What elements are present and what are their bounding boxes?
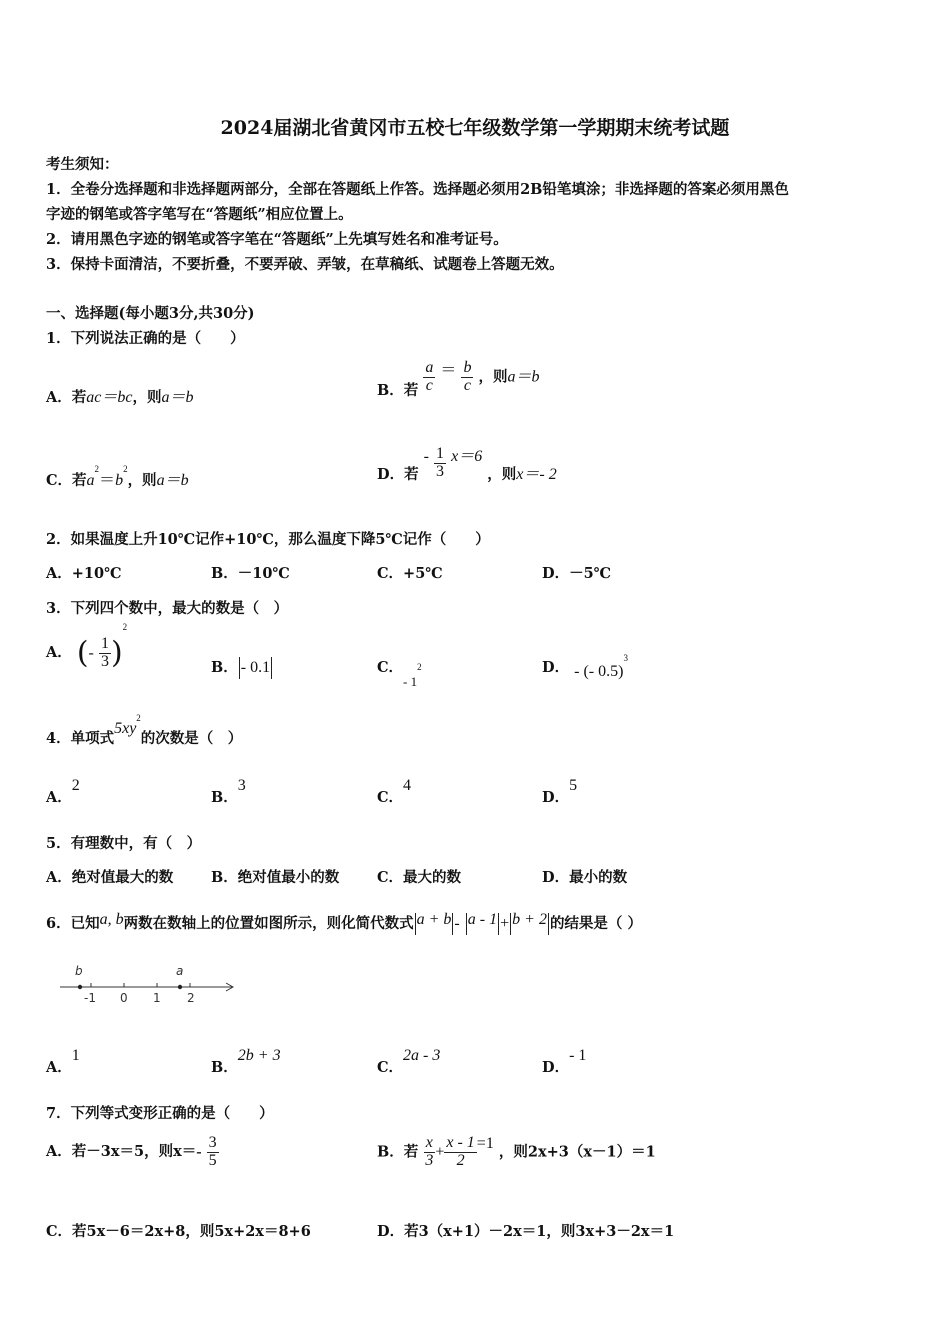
point-a <box>178 985 182 989</box>
label-a: a <box>176 964 184 978</box>
notice-item-1-cont: 字迹的钢笔或答字笔写在“答题纸”相应位置上。 <box>46 206 353 223</box>
number-line-figure <box>56 960 241 1008</box>
question-4-stem: 4．单项式$5xy^2$的次数是（ ） <box>46 713 243 747</box>
q2-option-a[interactable]: A．+10℃ <box>46 565 122 582</box>
q1-option-b[interactable]: B．若 $\frac{a}{c}$ ＝ $\frac{b}{c}$ ，则a＝b <box>377 359 540 400</box>
q6-option-d[interactable]: D．- 1 <box>542 1047 587 1076</box>
page-title: 2024届湖北省黄冈市五校七年级数学第一学期期末统考试题 <box>220 117 730 139</box>
section-heading: 一、选择题(每小题3分,共30分) <box>46 305 255 322</box>
q2-option-c[interactable]: C．+5℃ <box>377 565 443 582</box>
label-b: b <box>75 964 83 978</box>
question-1-stem: 1．下列说法正确的是（ ） <box>46 330 245 347</box>
q1-option-d[interactable]: D．若 - $\frac{1}{3}$ x＝6 ，则x＝- 2 <box>377 445 557 484</box>
q1-option-a[interactable]: A．若ac＝bc，则a＝b <box>46 389 194 406</box>
q3-option-c[interactable]: C．- $1^2$ <box>377 659 422 689</box>
q4-option-d[interactable]: D．5 <box>542 777 578 806</box>
q6-option-c[interactable]: C．2a - 3 <box>377 1047 441 1076</box>
q2-option-d[interactable]: D．－5℃ <box>542 565 612 582</box>
q6-option-a[interactable]: A．1 <box>46 1047 80 1076</box>
q3-option-a[interactable]: A． (- $\frac{1}{3}$ )$^2$ <box>46 622 128 671</box>
notice-item-1: 1．全卷分选择题和非选择题两部分，全部在答题纸上作答。选择题必须用2B铅笔填涂；非选择题的答案必须用黑色 <box>46 181 789 198</box>
tick-label: 1 <box>153 991 161 1005</box>
question-3-stem: 3．下列四个数中，最大的数是（ ） <box>46 600 289 617</box>
question-2-stem: 2．如果温度上升10℃记作+10℃，那么温度下降5℃记作（ ） <box>46 531 490 548</box>
q2-option-b[interactable]: B．－10℃ <box>211 565 290 582</box>
q7-option-a[interactable]: A．若－3x＝5，则x＝- $\frac{3}{5}$ <box>46 1134 217 1169</box>
q3-option-b[interactable]: B． - 0.1 <box>211 656 273 679</box>
tick-label: 2 <box>187 991 195 1005</box>
q3-option-d[interactable]: D． - (- 0.5)$^3$ <box>542 653 628 680</box>
q4-option-b[interactable]: B．3 <box>211 777 246 806</box>
tick-label: 0 <box>120 991 128 1005</box>
notice-item-2: 2．请用黑色字迹的钢笔或答字笔在“答题纸”上先填写姓名和准考证号。 <box>46 231 508 248</box>
q1-option-c[interactable]: C．若$a^2=b^2$，则a＝b <box>46 464 189 489</box>
notice-heading: 考生须知： <box>46 156 119 173</box>
q5-option-b[interactable]: B．绝对值最小的数 <box>211 869 340 886</box>
q6-option-b[interactable]: B．2b + 3 <box>211 1047 281 1076</box>
q7-option-c[interactable]: C．若5x－6＝2x+8，则5x+2x＝8+6 <box>46 1223 311 1240</box>
q4-option-a[interactable]: A．2 <box>46 777 80 806</box>
question-6-stem: 6．已知a, b两数在数轴上的位置如图所示，则化简代数式 a + b - a - 1 + b + 2 的结果是（ ） <box>46 912 642 935</box>
notice-item-3: 3．保持卡面清洁，不要折叠，不要弄破、弄皱，在草稿纸、试题卷上答题无效。 <box>46 256 564 273</box>
q7-option-d[interactable]: D．若3（x+1）－2x＝1，则3x+3－2x＝1 <box>377 1223 675 1240</box>
q5-option-c[interactable]: C．最大的数 <box>377 869 462 886</box>
q5-option-d[interactable]: D．最小的数 <box>542 869 628 886</box>
q4-option-c[interactable]: C．4 <box>377 777 412 806</box>
tick-label: -1 <box>84 991 96 1005</box>
question-7-stem: 7．下列等式变形正确的是（ ） <box>46 1105 274 1122</box>
q5-option-a[interactable]: A．绝对值最大的数 <box>46 869 174 886</box>
q7-option-b[interactable]: B．若 $\frac{x}{3}$ + $\frac{x - 1}{2}$ =1 ，则2x+3（x－1）＝1 <box>377 1134 656 1169</box>
question-5-stem: 5．有理数中，有（ ） <box>46 835 202 852</box>
point-b <box>78 985 82 989</box>
